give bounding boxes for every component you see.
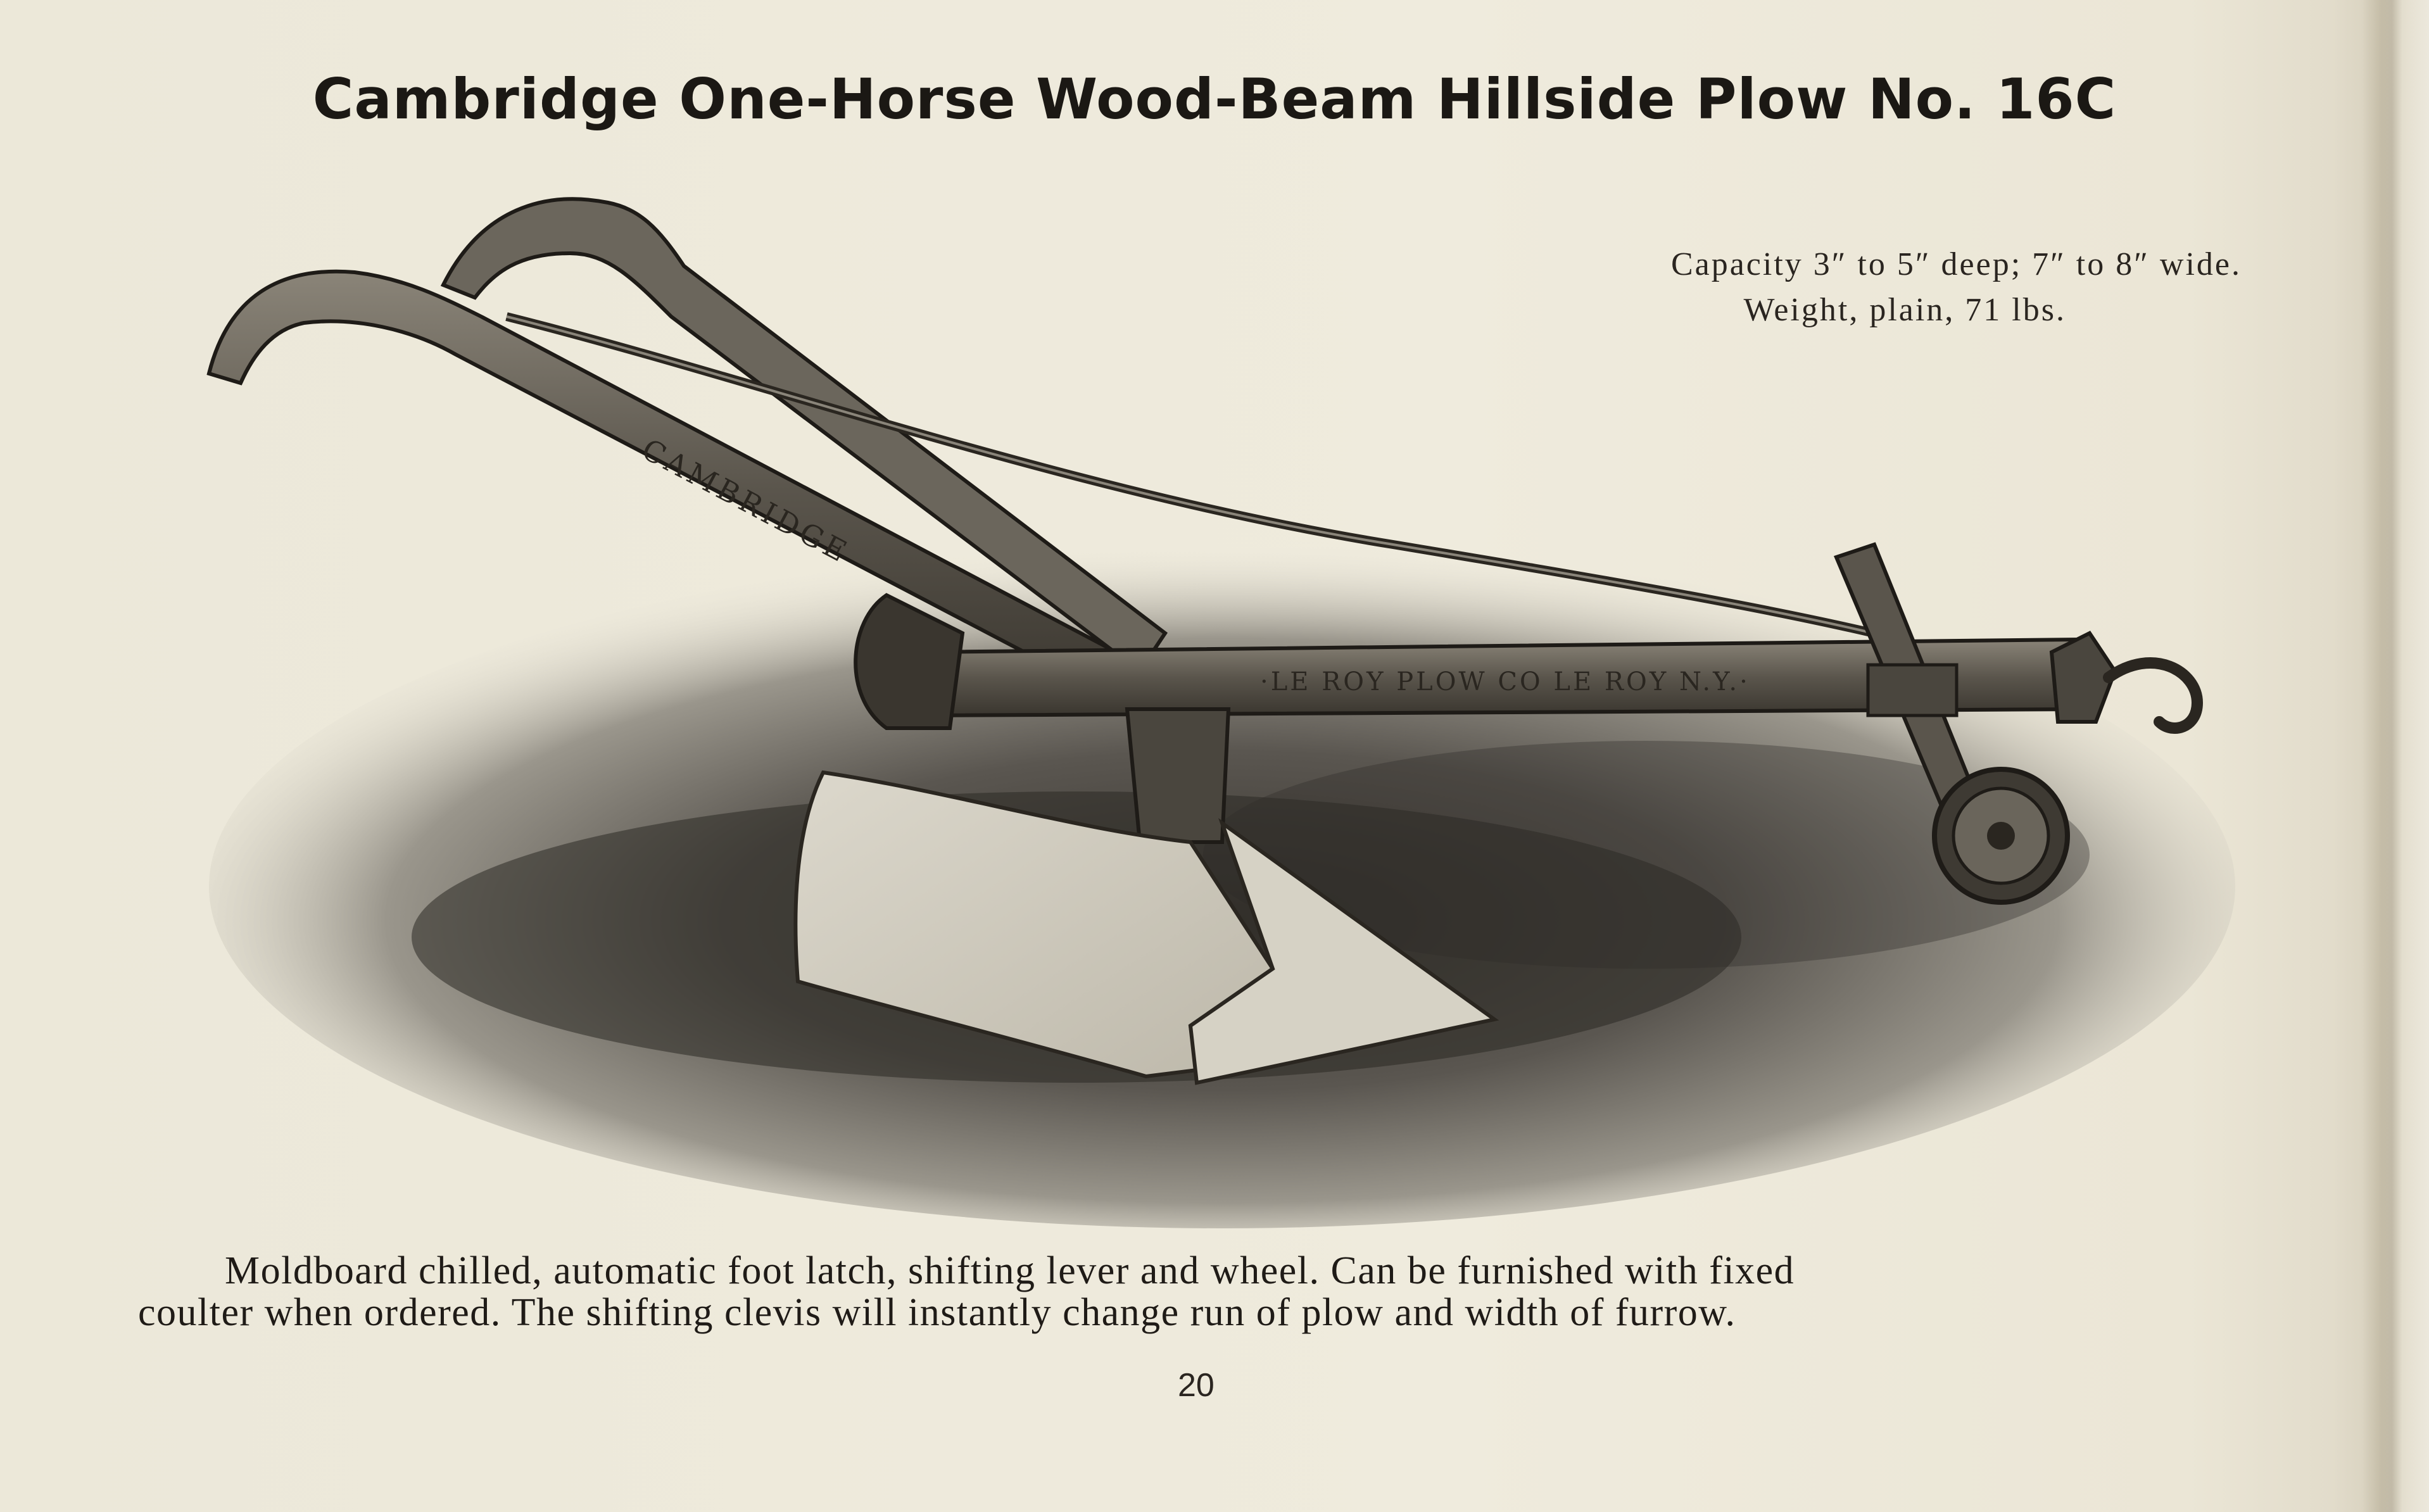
page-number: 20 bbox=[1178, 1367, 1214, 1404]
description-line-2: coulter when ordered. The shifting clevis will instantly change run of plow and width of furrow. bbox=[138, 1291, 1736, 1334]
handle-stamp: CAMBRIDGE bbox=[636, 432, 856, 570]
beam-stamp: ·LE ROY PLOW CO LE ROY N.Y.· bbox=[1260, 667, 1750, 696]
page-title: Cambridge One-Horse Wood-Beam Hillside Plow No. 16C bbox=[312, 66, 2117, 132]
weight-spec: Weight, plain, 71 lbs. bbox=[1743, 292, 2066, 328]
draft-hook bbox=[2109, 663, 2197, 728]
description-line-1: Moldboard chilled, automatic foot latch, shifting lever and wheel. Can be furnished with fixed bbox=[225, 1249, 1795, 1292]
capacity-spec: Capacity 3″ to 5″ deep; 7″ to 8″ wide. bbox=[1670, 246, 2242, 282]
